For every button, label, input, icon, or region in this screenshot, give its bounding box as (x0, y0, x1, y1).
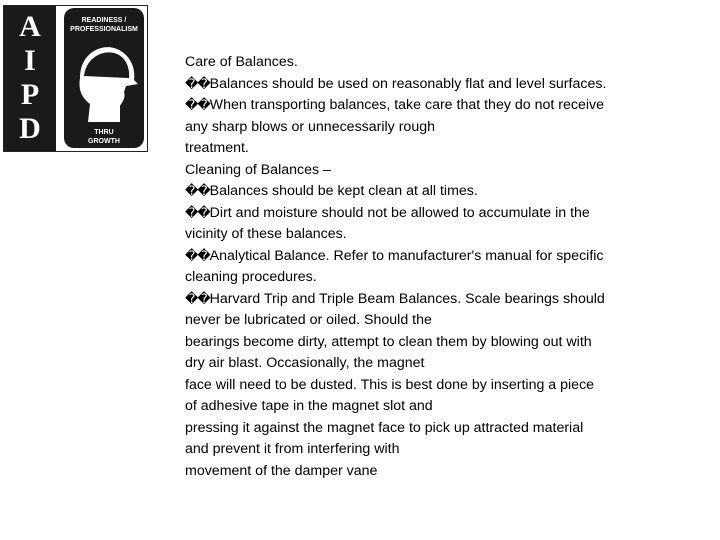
logo-letter-d: D (19, 112, 41, 145)
soldier-helmet-icon (66, 40, 142, 124)
section-heading (185, 52, 690, 74)
bullet-line (185, 95, 690, 117)
logo-bottom-line-1: THRU (94, 129, 114, 136)
bullet-glyph: �� (185, 76, 210, 92)
text-line (185, 117, 690, 139)
line-text: dry air blast. Occasionally, the magnet (185, 355, 425, 371)
bullet-line (185, 203, 690, 225)
text-line (185, 138, 690, 160)
line-text: Care of Balances. (185, 54, 298, 70)
logo-bottom-line-2: GROWTH (88, 138, 120, 145)
logo-letter-column (4, 6, 56, 151)
logo-top-line-1: READINESS / (81, 17, 127, 24)
line-text: and prevent it from interfering with (185, 441, 400, 457)
text-line (185, 332, 690, 354)
text-line (185, 461, 690, 483)
logo-emblem (64, 8, 144, 148)
line-text: face will need to be dusted. This is best done by inserting a piece (185, 376, 595, 393)
document-body (185, 52, 690, 482)
text-line (185, 353, 690, 375)
bullet-glyph: �� (185, 205, 210, 221)
text-line (185, 418, 690, 440)
line-text: When transporting balances, take care that they do not receive (209, 97, 604, 113)
bullet-glyph: �� (185, 248, 210, 264)
bullet-line (185, 246, 690, 268)
line-text: Cleaning of Balances – (185, 161, 331, 178)
line-text: pressing it against the magnet face to pick up attracted material (185, 419, 584, 436)
line-text: of adhesive tape in the magnet slot and (185, 398, 433, 414)
text-line (185, 267, 690, 289)
bullet-glyph: �� (185, 184, 210, 199)
line-text: cleaning procedures. (185, 269, 317, 285)
line-text: Harvard Trip and Triple Beam Balances. Scale bearings should (209, 290, 605, 307)
line-text: treatment. (185, 140, 249, 156)
section-heading (185, 160, 690, 182)
bullet-line (185, 289, 690, 311)
line-text: Balances should be kept clean at all times. (209, 183, 478, 199)
text-line (185, 439, 690, 461)
line-text: never be lubricated or oiled. Should the (185, 312, 432, 328)
logo-letter-a: A (19, 10, 41, 43)
line-text: any sharp blows or unnecessarily rough (185, 118, 435, 135)
bullet-glyph: �� (185, 98, 210, 113)
bullet-glyph: �� (185, 291, 210, 307)
text-line (185, 310, 690, 332)
line-text: Dirt and moisture should not be allowed to accumulate in the (209, 204, 590, 221)
text-line (185, 396, 690, 418)
text-line (185, 224, 690, 246)
line-text: movement of the damper vane (185, 462, 378, 479)
bullet-line (185, 74, 690, 96)
aipd-logo (3, 5, 148, 152)
logo-letter-p: P (20, 78, 40, 111)
line-text: vicinity of these balances. (185, 226, 347, 242)
logo-top-line-2: PROFESSIONALISM (70, 26, 138, 33)
line-text: Balances should be used on reasonably flat and level surfaces. (209, 75, 607, 92)
logo-letter-i: I (24, 44, 36, 77)
line-text: Analytical Balance. Refer to manufacturer's manual for specific (209, 247, 604, 264)
bullet-line (185, 181, 690, 203)
text-line (185, 375, 690, 397)
line-text: bearings become dirty, attempt to clean them by blowing out with (185, 333, 592, 350)
